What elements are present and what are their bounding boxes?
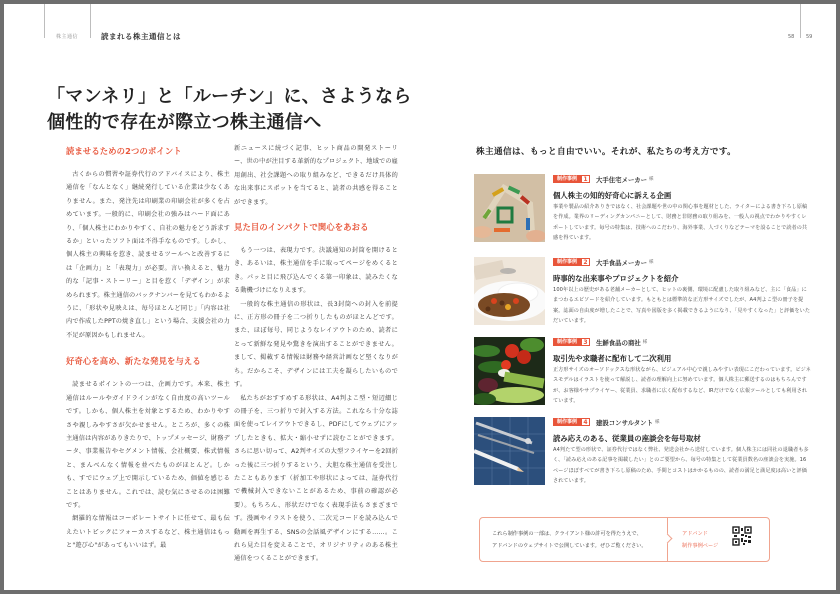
page-section-title: 読まれる株主通信とは xyxy=(101,32,181,41)
headline-line-2: 個性的で存在が際立つ株主通信へ xyxy=(47,112,322,133)
case-tag: 制作事例 xyxy=(553,338,581,346)
middle-text-column xyxy=(234,142,398,566)
fresh-vegetables-photo xyxy=(474,337,545,405)
header-rule-right xyxy=(800,4,801,38)
body-paragraph: 網羅的な情報はコーポレートサイトに任せて、最も伝えたいトピックにフォーカスするなど、株主通信はもっと"遊び心"があってもいいはず。最 xyxy=(66,515,230,550)
case-study-3 xyxy=(474,337,811,409)
body-paragraph: 読ませるポイントの一つは、企画力です。本来、株主通信はルールやガイドラインがなく自由度の高いツールです。しかも、個人株主を対象とするため、わかりやすさや親しみやすさが欠かせません。ところが、多くの株主通信は内容がありきたりで、トップメッセージ、財務データ、事業報告やセグメント情報、会社概要、株式情報と、まんべんなく情報を並べたものがほとんど。しかも、すでにウェブ上で開示しているため、価値を感じることはありません。これでは、読む気にさせるのは困難です。 xyxy=(66,381,230,509)
subheading-visual-impact: 見た目のインパクトで関心をあおる xyxy=(234,222,369,233)
page-number-left: 58 xyxy=(788,34,795,40)
case-title: 取引先や求職者に配布して二次利用 xyxy=(553,354,672,363)
case-title: 個人株主の知的好奇心に訴える企画 xyxy=(553,191,672,200)
honorific: 様 xyxy=(642,340,648,345)
case-study-info xyxy=(553,417,811,486)
honorific: 様 xyxy=(649,177,654,182)
curry-rice-photo xyxy=(474,257,545,325)
wooden-blocks-house-photo xyxy=(474,174,545,242)
case-tag-row xyxy=(553,337,811,347)
case-tag: 制作事例 xyxy=(553,418,581,426)
body-paragraph: 私たちがおすすめする形状は、A4判よこ型・短辺綴じの冊子を、三つ折りで封入する方法。これなら十分な誌面を使ってレイアウトできるし、PDFにしてウェブにアップしたときも、拡大・縮小せずに読むことができます。さらに思い切って、A2判サイズの大型フライヤーを2回折った後に三つ折りするという、大胆な株主通信を受注したこともあります（折加工や形状によっては、証券代行で機械封入できないことがあるため、事前の確認が必要）。もちろん、形状だけでなく表現手法もさまざまです。漫画やイラストを使う、二次元コードを読み込んで動画を再生する、SNSの会話風デザインにする……。これら見た目を変えることで、オリジナリティのある株主通信をつくることができます。 xyxy=(234,394,398,563)
body-paragraph: 古くからの慣習や証券代行のアドバイスにより、株主通信を「なんとなく」継続発行している企業は少なくありません。また、発注先は印刷業の印刷会社が多くを占めています。一般的に、印刷会社の強みはハード面にあり、「個人株主にわかりやすく、自社の魅力をどう訴求するか」といったソフト面は不得手なものです。しかし、個人株主の興味を惹き、読ませるツールへと改善するには「企画力」と「表現力」が必要。言い換えると、魅力的な「記事・ストーリー」と目を惹く「デザイン」が求められます。株主通信のバックナンバーを見てもわかるように、「形状や見映えは、毎号ほとんど同じ」「内容は社内で作成したPPTの焼き直し」という場合、支援会社の力不足が原因かもしれません。 xyxy=(66,171,230,339)
case-number: 1 xyxy=(581,175,590,183)
honorific: 様 xyxy=(649,260,654,265)
case-number: 3 xyxy=(581,338,590,346)
case-number: 2 xyxy=(581,258,590,266)
client-name: 生鮮食品の商社 xyxy=(596,338,641,347)
drafting-tools-photo xyxy=(474,417,545,485)
page-number-right: 59 xyxy=(806,34,813,40)
case-tag-row xyxy=(553,257,811,267)
left-text-column xyxy=(66,145,230,553)
header-rule-left xyxy=(44,4,45,38)
case-study-info xyxy=(553,337,811,406)
headline-line-1: 「マンネリ」と「ルーチン」に、さようなら xyxy=(47,86,412,107)
case-studies-page-link[interactable] xyxy=(682,528,718,552)
client-name: 建設コンサルタント xyxy=(596,418,653,427)
case-title: 読み応えのある、従業員の座談会を毎号取材 xyxy=(553,434,701,443)
case-study-info xyxy=(553,257,811,326)
notice-text-line-1: これら制作事例の一部は、クライアント様の許可を得たうえで、 xyxy=(492,531,642,537)
case-title: 時事的な出来事やプロジェクトを紹介 xyxy=(553,274,679,283)
subheading-curiosity: 好奇心を高め、新たな発見を与える xyxy=(66,356,201,367)
notice-text-line-2: アドバンドのウェブサイトで公開しています。ぜひご覧ください。 xyxy=(492,543,647,549)
case-tag-row xyxy=(553,174,811,184)
case-description: 100年以上の歴史がある老舗メーカーとして、ヒットの裏側、環境に配慮した取り組みなど、主に「食品」にまつわるエピソードを紹介しています。もともとは標準的な正方形サイズでしたが、A4判よこ型の冊子を提案。誌面の自由度が増したことで、写真や図版を多く掲載できるようになり、「見やすくなった」と評価をいただいています。 xyxy=(553,287,811,324)
qr-code-icon[interactable] xyxy=(732,526,752,552)
notice-text xyxy=(492,528,662,552)
case-study-1 xyxy=(474,174,808,246)
case-description: 正方形サイズのオーソドックスな形状ながら、ビジュアル中心で親しみやすい表現にこだわっています。ビジネスモデルはイラストを使って解説し、読者の理解向上に努めています。個人株主に郵送するのはもちろんですが、お客様やサプライヤー、従業員、求職者に広く配布するなど、IRだけでなく広報ツールとしても利用されています。 xyxy=(553,367,811,404)
case-description: 事業や製品の紹介ありきではなく、社会課題や世の中の関心事を題材とした、ライターによる書き下ろし原稿を作成。業界のリーディングカンパニーとして、財務と非財務の取り組みを、一般人の視点でわかりやすくレポートしています。毎号の特集は、技術へのこだわり、海外事業、人づくりなどテーマを設ることで読者の共感を得ています。 xyxy=(553,204,808,241)
link-line-1: アドバンド xyxy=(682,531,708,537)
case-tag: 制作事例 xyxy=(553,175,581,183)
case-study-info xyxy=(553,174,811,243)
client-name: 大手住宅メーカー xyxy=(596,175,648,184)
client-name: 大手食品メーカー xyxy=(596,258,648,267)
case-tag-row xyxy=(553,417,811,427)
subheading-two-points: 読ませるための2つのポイント xyxy=(66,146,182,156)
body-paragraph: 一般的な株主通信の形状は、長3封筒への封入を前提に、正方形の冊子を二つ折りしたものがほとんどです。また、ほぼ毎号、同じようなレイアウトのため、読者にとって新鮮な発見や驚きを演出することができません。まして、掲載する情報は財務や経営計画など堅くなりがち。だからこそ、デザインには工夫を凝らしたいものです。 xyxy=(234,300,398,389)
case-study-2 xyxy=(474,257,811,329)
header-rule-divider xyxy=(90,4,91,38)
magazine-spread xyxy=(4,4,836,590)
section-label: 株主通信 xyxy=(56,34,79,40)
chevron-right-icon xyxy=(663,534,673,544)
case-number: 4 xyxy=(581,418,590,426)
case-studies-notice-box xyxy=(479,517,770,562)
case-tag: 制作事例 xyxy=(553,258,581,266)
case-study-4 xyxy=(474,417,809,489)
body-paragraph: 新ニュースに続づく記事、ヒット商品の開発ストーリー、世の中が注目する革新的なプロジェクト、地域での雇用創出、社会課題への取り組みなど、できるだけ具体的な出来事にスポットを当てると、読者の共感を得ることができます。 xyxy=(234,145,398,206)
right-lead-statement: 株主通信は、もっと自由でいい。それが、私たちの考え方です。 xyxy=(476,147,737,157)
body-paragraph: もう一つは、表現力です。決議通知の封筒を開けるとき、あるいは、株主通信を手に取ってページをめくるとき。パッと目に飛び込んでくる第一印象は、読みたくなる動機づけになりえます。 xyxy=(234,247,398,295)
case-description: A4判たて型の形状で、証券代行ではなく弊社、発送会社から送付しています。個人株主には同社の退職者も多く、「読み応えのある記事を掲載したい」とのご要望から、毎号の特集として従業員数名の座談会を実施。16ページほぼすべてが書き下ろし原稿のため、手間とコストはかかるものの、読者の満足と満足度は高いと評価されています。 xyxy=(553,447,809,484)
honorific: 様 xyxy=(654,420,660,425)
page-headline xyxy=(47,84,412,136)
link-line-2: 制作事例ページ xyxy=(682,543,719,549)
